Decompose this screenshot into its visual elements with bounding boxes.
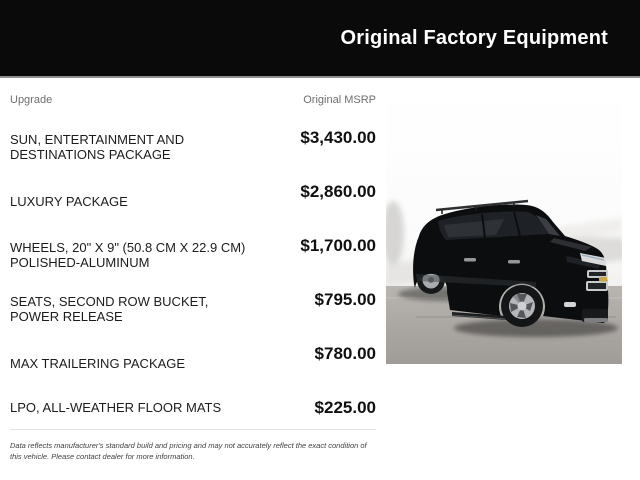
- disclaimer-text: Data reflects manufacturer's standard build and pricing and may not accurately reflect the exact condition of this vehicle. Please contact dealer for more information.: [10, 441, 367, 462]
- table-row: [10, 125, 376, 179]
- upgrade-label: SEATS, SECOND ROW BUCKET, POWER RELEASE: [10, 294, 209, 324]
- upgrade-label: WHEELS, 20" X 9" (50.8 CM X 22.9 CM) POLISHED-ALUMINUM: [10, 240, 246, 270]
- column-header-msrp: Original MSRP: [303, 94, 376, 106]
- column-header-upgrade: Upgrade: [10, 94, 53, 106]
- table-row: [10, 233, 376, 287]
- msrp-value: $2,860.00: [300, 182, 376, 201]
- vehicle-photo-illustration: [386, 88, 622, 364]
- msrp-value: $3,430.00: [300, 128, 376, 147]
- table-row: [10, 179, 376, 233]
- equipment-table: [10, 94, 376, 430]
- table-row: [10, 395, 376, 429]
- front-wheel: [501, 285, 543, 327]
- msrp-value: $780.00: [314, 344, 376, 363]
- msrp-value: $1,700.00: [300, 236, 376, 255]
- table-row: [10, 287, 376, 341]
- upgrade-label: SUN, ENTERTAINMENT AND DESTINATIONS PACKAGE: [10, 132, 185, 162]
- msrp-value: $225.00: [314, 398, 376, 417]
- upgrade-label: LPO, ALL-WEATHER FLOOR MATS: [10, 399, 222, 415]
- header-bar: [0, 0, 640, 78]
- vehicle-photo: [386, 88, 622, 364]
- page-title: Original Factory Equipment: [340, 26, 608, 49]
- upgrade-label: MAX TRAILERING PACKAGE: [10, 355, 186, 371]
- msrp-value: $795.00: [314, 290, 376, 309]
- upgrade-label: LUXURY PACKAGE: [10, 193, 128, 209]
- table-column-headers: [10, 94, 376, 106]
- table-row: [10, 341, 376, 395]
- table-rows: [10, 125, 376, 430]
